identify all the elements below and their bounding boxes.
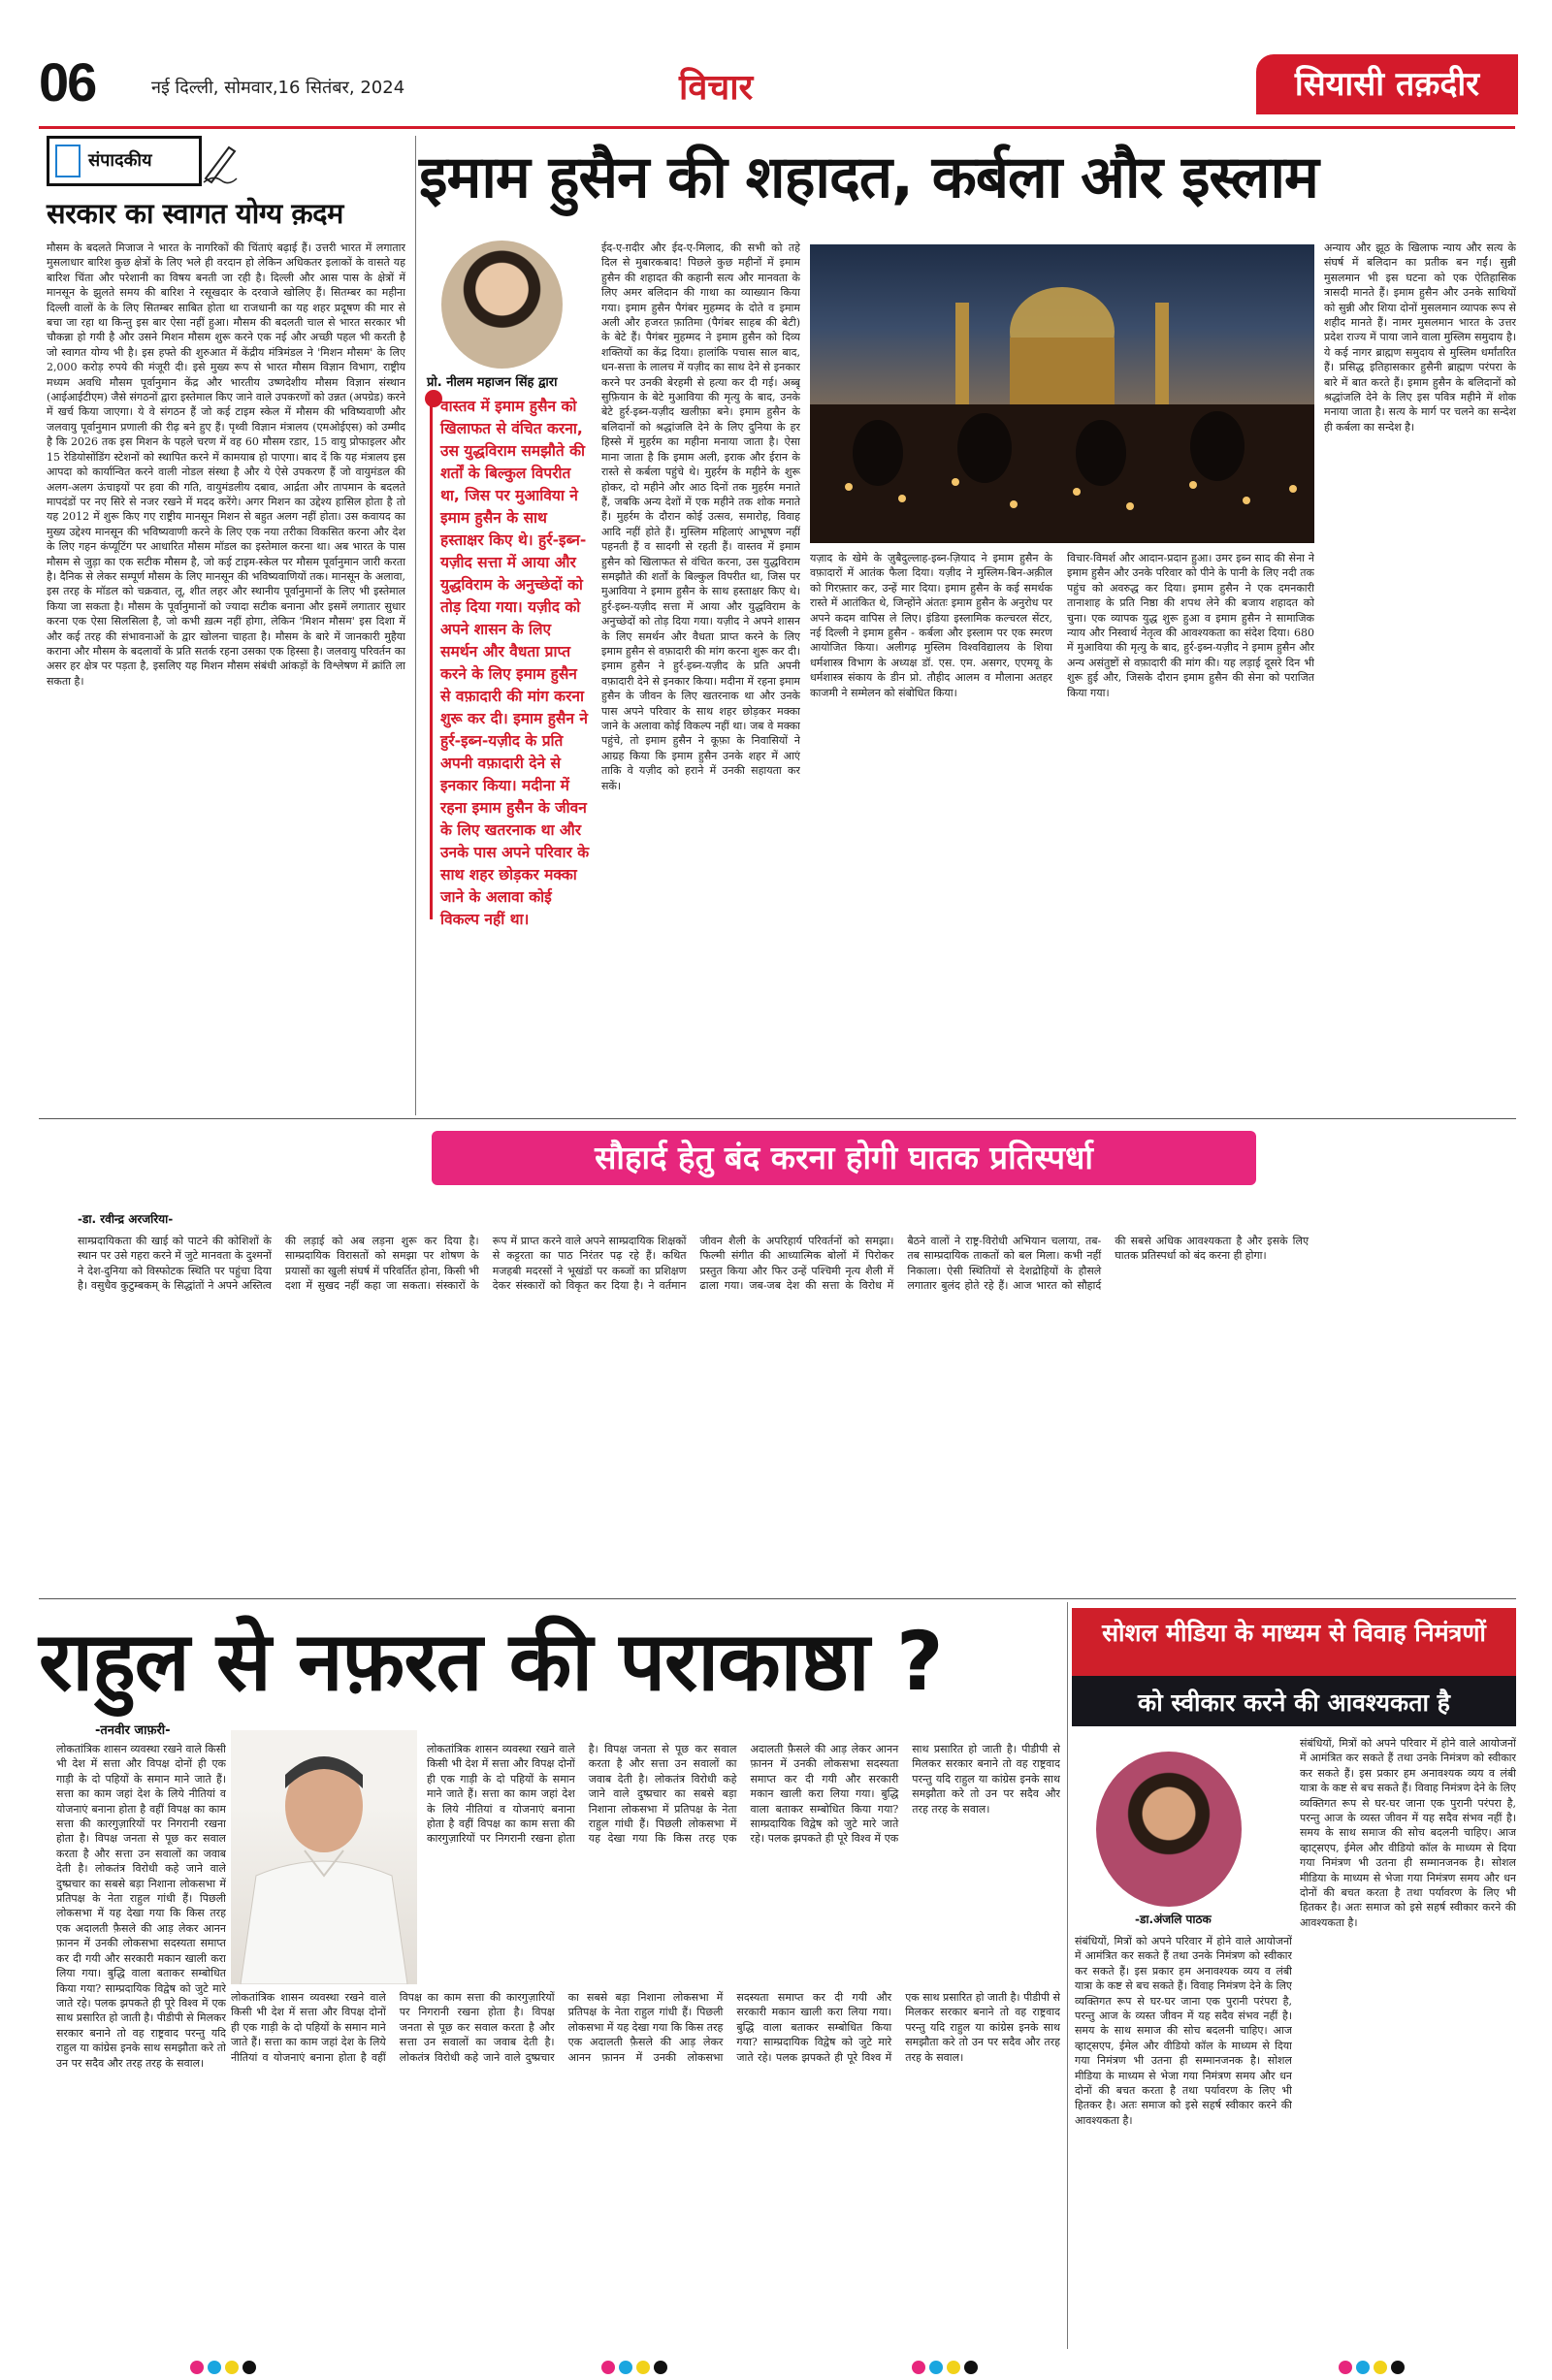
- masthead: [39, 39, 1518, 128]
- page-number: 06: [39, 51, 96, 113]
- reg-dot: [1339, 2361, 1352, 2374]
- section-divider-2: [39, 1598, 1516, 1599]
- masthead-rule: [39, 126, 1515, 129]
- sauhard-headline: सौहार्द हेतु बंद करना होगी घातक प्रतिस्पर्धा: [595, 1139, 1093, 1176]
- editorial-box-icon: [55, 145, 81, 177]
- page-date: नई दिल्ली, सोमवार,16 सितंबर, 2024: [151, 78, 405, 98]
- karbala-image: [810, 244, 1314, 543]
- karbala-illustration: [810, 244, 1314, 543]
- rahul-social-divider: [1067, 1602, 1068, 2349]
- editorial-label: [47, 136, 202, 186]
- reg-dot: [929, 2361, 943, 2374]
- reg-dot: [912, 2361, 925, 2374]
- reg-dot: [964, 2361, 978, 2374]
- reg-dot: [636, 2361, 650, 2374]
- rahul-body-cont: लोकतांत्रिक शासन व्यवस्था रखने वाले किसी भी देश में सत्ता और विपक्ष दोनों ही एक गाड़ी के दो पहियों के समान माने जाते हैं। सत्ता का काम जहां देश के लिये नीतियां व योजनाएं बनाना होता है वहीं विपक्ष का काम सत्ता की कारगुज़ारियों पर निगरानी रखना होता है। विपक्ष जनता से पूछ कर सवाल करता है और सत्ता उन सवालों का जवाब देती है। लोकतंत्र विरोधी कहे जाने वाले दुष्प्रचार का सबसे बड़ा निशाना लोकसभा में प्रतिपक्ष के नेता राहुल गांधी हैं। पिछली लोकसभा में यह देखा गया कि किस तरह एक अदालती फ़ैसले की आड़ लेकर आनन फ़ानन में उनकी लोकसभा सदस्यता समाप्त कर दी गयी और सरकारी मकान खाली करा लिया गया। बुद्धि वाला बताकर सम्बोधित किया गया? साम्प्रदायिक विद्वेष को जुटे मारे जाते रहे। पलक झपकते ही पूरे विश्व में एक साथ प्रसारित हो जाती है। पीडीपी से मिलकर सरकार बनाने तो वह राष्ट्रवाद परन्तु यदि राहुल या कांग्रेस इनके साथ समझौता करे तो उन पर सदैव और तरह तरह के सवाल।: [231, 1991, 1060, 2064]
- reg-dot: [619, 2361, 632, 2374]
- rahul-photo: [231, 1730, 417, 1984]
- reg-dot: [190, 2361, 204, 2374]
- rahul-author: -तनवीर जाफ़री-: [95, 1723, 171, 1738]
- rahul-figure: [231, 1730, 417, 1984]
- reg-dot: [208, 2361, 221, 2374]
- hussain-column-4: अन्याय और झूठ के खिलाफ न्याय और सत्य के संघर्ष में बलिदान का प्रतीक बन गईं। सुन्नी मुसलमान भी इस घटना को एक ऐतिहासिक त्रासदी मानते हैं। इमाम हुसैन और उनके साथियों को सुन्नी और शिया दोनों मुसलमान व्यापक रूप से शहीद मानते हैं। नामर मुसलमान भारत के उत्तर प्रदेश राज्य में पाया जाने वाला मुस्लिम समुदाय है। ये कई नागर ब्राह्मण समुदाय से मुस्लिम धर्मांतरित हैं। प्रसिद्ध इतिहासकार हुसैनी ब्राह्मण परंपरा के बारे में बात करते हैं। इमाम हुसैन के बलिदानों को श्रद्धांजलि देने के लिए इस पवित्र महीने में शोक मनाया जाता है। सत्य के मार्ग पर चलने का सन्देश ही कर्बला का सन्देश है।: [1324, 241, 1516, 434]
- rahul-headline: राहुल से नफ़रत की पराकाष्ठा ?: [39, 1614, 943, 1709]
- author-photo-neelam: [441, 241, 563, 369]
- reg-dot: [947, 2361, 960, 2374]
- editorial-title: सरकार का स्वागत योग्य क़दम: [47, 197, 343, 230]
- editorial-body: मौसम के बदलते मिजाज ने भारत के नागरिकों की चिंताएं बढ़ाई हैं। उत्तरी भारत में लगातार मुसलाधार बारिश कुछ क्षेत्रों के लिए भले ही वरदान हो लेकिन अधिकतर इलाकों के वासते यह बारिश चिंता और परेशानी का विषय बनती जा रही है। दिल्ली और आस पास के क्षेत्रों में मानसून के झुलते समय की बारिश ने रसूखदार के दरवाजे खोलिए हैं। सितम्बर का महीना दिल्ली वालों के के लिए सितम्बर साबित होता था राजधानी का यह शहर प्रदूषण की मार से बचा जा रहा था किन्तु इस बार ऐसा नहीं हुआ। मौसम की बदलती चाल से भारत सरकार भी चौकन्ना हो गयी है और उसने मिशन मौसम शुरू करने एक नई और अच्छी पहल भी करती है जो स्वागत योग्य भी है। इस हफ्ते की शुरुआत में केंद्रीय मंत्रिमंडल ने 'मिशन मौसम' के लिए 2,000 करोड़ रुपये की मंजूरी दी। इसे मुख्य रूप से भारत मौसम विज्ञान विभाग, राष्ट्रीय मध्यम अवधि मौसम पूर्वानुमान केंद्र और भारतीय उष्णदेशीय मौसम विज्ञान संस्थान (आईआईटीएम) जैसे संगठनों द्वारा इस्तेमाल किए जाने वाले उपकरणों को उन्नत (अपग्रेड) करने में खर्च किया जाएगा। ये वे संगठन हैं जो कई टाइम स्केल में मौसम की भविष्यवाणी और जलवायु पूर्वानुमान प्रणाली की रीढ़ बने हुए हैं। पृथ्वी विज्ञान मंत्रालय (एमओईएस) को उम्मीद है कि 2026 तक इस मिशन के पहले चरण में वह 60 मौसम रडार, 15 वायु प्रोफाइलर और 15 रेडियोसोंडिंग स्टेशनों को स्थापित करने में कामयाब हो पाएगा। बाद दें कि यह मंत्रालय इस आपदा को कार्यान्वित करने वाली नोडल संस्था है और ये ऐसे उपकरण हैं जो वायुमंडल की अलग-अलग ऊंचाइयों पर हवा की गति, वायुमंडलीय दबाव, आर्द्रता और तापमान के बदलते मापदंडों पर नए सिरे से नजर रखने में मदद करेंगे। अगर मिशन का उद्देश्य हासिल होता है तो यह 2012 में शुरू किए गए राष्ट्रीय मानसून मिशन से बहुत अलग नहीं होता। उस कवायद का मुख्य उद्देश्य मानसून की भविष्यवाणी करने के लिए एक नया तरीका विकसित करना और देश के लिए गहन कंप्यूटिंग पर आधारित मौसम मॉडल का इस्तेमाल करना था। अब भारत के पास मौसम से जुड़ा का एक सटीक मौसम है, जो कई टाइम-स्केल पर मौसम पूर्वानुमान जारी करता है। दैनिक से लेकर सम्पूर्ण मौसम के लिए मानसून की भविष्यवाणियों तक। मानसून के अलावा, इस तरह के मॉडल को चक्रवात, लू, शीत लहर और स्थानीय पूर्वानुमानों के लिए भी इस्तेमाल किया जा सकता है। मौसम के पूर्वानुमानों को ज्यादा सटीक बनाना और इसमें लगातार सुधार करना एक ऐसा सिलसिला है, जो कभी ख़त्म नहीं होगा, लेकिन 'मिशन मौसम' इस दिशा में और कई तरह की संभावनाओं के द्वार खोलना चाहता है। मौसम के बारे में जानकारी मुहैया कराना और मौसम के बदलावों के प्रति सतर्क रहना उसका एक हिस्सा है। जलवायु परिवर्तन का असर हर क्षेत्र पर पड़ता है, इसलिए यह मिशन मौसम संबंधी आंकड़ों के विश्लेषण में क्रांति ला सकता है।: [47, 241, 405, 688]
- hussain-pullquote: वास्तव में इमाम हुसैन को खिलाफत से वंचित करना, उस युद्धविराम समझौते की शर्तों के बिल्कुल विपरीत था, जिस पर मुआविया ने इमाम हुसैन के साथ हस्ताक्षर किए थे। हुर्र-इब्न-यज़ीद सत्ता में आया और युद्धविराम के अनुच्छेदों को तोड़ दिया गया। यज़ीद को अपने शासन के लिए समर्थन और वैधता प्राप्त करने के लिए इमाम हुसैन से वफ़ादारी की मांग करना शुरू कर दी। इमाम हुसैन ने हुर्र-इब्न-यज़ीद के प्रति अपनी वफ़ादारी देने से इनकार किया। मदीना में रहना इमाम हुसैन के जीवन के लिए खतरनाक था और उनके पास अपने परिवार के साथ शहर छोड़कर मक्का जाने के अलावा कोई विकल्प नहीं था।: [430, 396, 590, 919]
- reg-dot: [242, 2361, 256, 2374]
- print-registration-marks: [0, 2357, 1552, 2380]
- reg-dot: [225, 2361, 239, 2374]
- reg-dot: [601, 2361, 615, 2374]
- editorial-label-text: संपादकीय: [88, 150, 152, 171]
- hussain-column-1: ईद-ए-ग़दीर और ईद-ए-मिलाद, की सभी को तहे दिल से मुबारकबाद! पिछले कुछ महीनों में इमाम हुसैन की शहादत की कहानी सत्य और मानवता के लिए अमर बलिदान की गाथा का व्याख्यान किया गया। इमाम हुसैन पैगंबर मुहम्मद के दोते व इमाम अली और हजरत फ़ातिमा (पैगंबर साहब की बेटी) के बेटे हैं। पैगंबर मुहम्मद ने इमाम हुसैन को दिव्य शक्तियों का केंद्र दिया। हालांकि पचास साल बाद, धन-सत्ता के लालच में यज़ीद का साथ देने से इनकार करने पर उनकी बेरहमी से हत्या कर दी गई। अब्बू सुफ़ियान के बेटे मुआविया की मृत्यु के बाद, उनके बेटे हुर्र-इब्न-यज़ीद खलीफ़ा बने। इमाम हुसैन के बलिदानों को श्रद्धांजलि देने के लिए दुनिया के हर हिस्से में मुहर्रम का महीना मनाया जाता है। ऐसा माना जाता है कि इमाम अली, इराक और ईरान के रास्ते से कर्बला पहुंचे थे। मुहर्रम के महीने के शुरू होकर, दो महीने और आठ दिनों तक मुहर्रम मनाते हैं, जबकि अन्य देशों में एक महीने तक शोक मनाते हैं। मुहर्रम के दौरान कोई उत्सव, समारोह, विवाह आदि नहीं होते हैं। मुस्लिम महिलाएं आभूषण नहीं पहनती हैं व सादगी से रहती हैं। वास्तव में इमाम हुसैन को खिलाफत से वंचित करना, उस युद्धविराम समझौते की शर्तों के बिल्कुल विपरीत था, जिस पर मुआविया ने इमाम हुसैन के साथ हस्ताक्षर किए थे। हुर्र-इब्न-यज़ीद सत्ता में आया और युद्धविराम के अनुच्छेदों को तोड़ दिया गया। यज़ीद ने अपने शासन के लिए समर्थन और वैधता प्राप्त करने के लिए इमाम हुसैन से वफ़ादारी की मांग करना शुरू कर दी। इमाम हुसैन ने हुर्र-इब्न-यज़ीद के प्रति अपनी वफ़ादारी देने से इनकार किया। मदीना में रहना इमाम हुसैन के जीवन के लिए खतरनाक था और उनके पास अपने परिवार के साथ शहर छोड़कर मक्का जाने के अलावा कोई विकल्प नहीं था। जब वे मक्का पहुंचे, तो इमाम हुसैन ने कूफ़ा के निवासियों ने आग्रह किया कि इमाम हुसैन उनके शहर में आएं ताकि वे यज़ीद को हराने में उनकी सहायता कर सकें।: [601, 241, 800, 792]
- editorial-divider: [415, 136, 416, 1115]
- rahul-body-upper: लोकतांत्रिक शासन व्यवस्था रखने वाले किसी भी देश में सत्ता और विपक्ष दोनों ही एक गाड़ी के दो पहियों के समान माने जाते हैं। सत्ता का काम जहां देश के लिये नीतियां व योजनाएं बनाना होता है वहीं विपक्ष का काम सत्ता की कारगुज़ारियों पर निगरानी रखना होता है। विपक्ष जनता से पूछ कर सवाल करता है और सत्ता उन सवालों का जवाब देती है। लोकतंत्र विरोधी कहे जाने वाले दुष्प्रचार का सबसे बड़ा निशाना लोकसभा में प्रतिपक्ष के नेता राहुल गांधी हैं। पिछली लोकसभा में यह देखा गया कि किस तरह एक अदालती फ़ैसले की आड़ लेकर आनन फ़ानन में उनकी लोकसभा सदस्यता समाप्त कर दी गयी और सरकारी मकान खाली करा लिया गया। बुद्धि वाला बताकर सम्बोधित किया गया? साम्प्रदायिक विद्वेष को जुटे मारे जाते रहे। पलक झपकते ही पूरे विश्व में एक साथ प्रसारित हो जाती है। पीडीपी से मिलकर सरकार बनाने तो वह राष्ट्रवाद परन्तु यदि राहुल या कांग्रेस इनके साथ समझौता करे तो उन पर सदैव और तरह तरह के सवाल।: [427, 1743, 1060, 1846]
- sauhard-body: साम्प्रदायिकता की खाई को पाटने की कोशिशों के स्थान पर उसे गहरा करने में जुटे मानवता के दुश्मनों ने देश-दुनिया को विस्फोटक स्थिति पर पहुंचा दिया है। वसुधैव कुटुम्बकम् के सिद्धांतों ने अपने अस्तित्व की लड़ाई को अब लड़ना शुरू कर दिया है। साम्प्रदायिक विरासतों को समझा पर शोषण के प्रयासों का खुली संघर्ष में परिवर्तित होना, किसी भी दशा में सुखद नहीं कहा जा सकता। संस्कारों के रूप में प्राप्त करने वाले अपने साम्प्रदायिक शिक्षकों से कट्टरता का पाठ निरंतर पढ़ रहे हैं। कथित मजहबी मदरसों ने भूखंडों पर कब्जों का प्रशिक्षण देकर संस्कारों को विकृत कर दिया है। ने वर्तमान जीवन शैली के अपरिहार्य परिवर्तनों को समझा। फिल्मी संगीत की आध्यात्मिक बोलों में पिरोकर प्रस्तुत किया और फिर उन्हें पश्चिमी नृत्य शैली में ढाला गया। जब-जब देश की सत्ता के विरोध में बैठने वालों ने राष्ट्र-विरोधी अभियान चलाया, तब-तब साम्प्रदायिक ताकतों को बल मिला। कभी नहीं निकाला। ऐसी स्थितियों से देशद्रोहियों के हौसले लगातार बुलंद होते रहे हैं। आज भारत को सौहार्द की सबसे अधिक आवश्यकता है और इसके लिए घातक प्रतिस्पर्धा को बंद करना ही होगा।: [78, 1235, 1310, 1293]
- hussain-author: प्रो. नीलम महाजन सिंह द्वारा: [427, 375, 558, 390]
- social-body-right: संबंधियों, मित्रों को अपने परिवार में होने वाले आयोजनों में आमंत्रित कर सकते हैं तथा उनके निमंत्रण को स्वीकार कर सकते हैं। इस प्रकार हम अनावश्यक व्यय व लंबी यात्रा के कष्ट से बच सकते हैं। विवाह निमंत्रण देने के लिए व्यक्तिगत रूप से घर-घर जाना एक पुरानी परंपरा है, परन्तु आज के व्यस्त जीवन में यह सदैव संभव नहीं है। समय के साथ समाज की सोच बदलनी चाहिए। आज व्हाट्सएप, ईमेल और वीडियो कॉल के माध्यम से दिया गया निमंत्रण भी उतना ही सम्मानजनक है। सोशल मीडिया के माध्यम से भेजा गया निमंत्रण समय और धन दोनों की बचत करता है तथा पर्यावरण के लिए भी हितकर है। अतः समाज को इसे सहर्ष स्वीकार करने की आवश्यकता है।: [1300, 1737, 1516, 1929]
- hussain-column-3: विचार-विमर्श और आदान-प्रदान हुआ। उमर इब्न साद की सेना ने इमाम हुसैन और उनके परिवार को पीने के पानी के लिए नदी तक पहुंच को अवरुद्ध कर दिया। इमाम हुसैन ने एक दमनकारी तानाशाह के प्रति निष्ठा की शपथ लेने की बजाय शहादत को चुना। एक व्यापक युद्ध शुरू हुआ व इमाम हुसैन ने सामाजिक न्याय और निस्वार्थ नेतृत्व की आवश्यकता का संदेश दिया। 680 में मुआविया की मृत्यु के बाद, हुर्र-इब्न-यज़ीद ने इमाम हुसैन और अन्य असंतुष्टों से वफ़ादारी की मांग की। यह लड़ाई दूसरे दिन भी शुरू हुई और, जिसके दौरान इमाम हुसैन की सेना को पराजित किया गया।: [1067, 552, 1314, 699]
- reg-dot: [654, 2361, 667, 2374]
- sauhard-author: -डा. रवीन्द्र अरजरिया-: [78, 1212, 174, 1226]
- social-headline-line1: सोशल मीडिया के माध्यम से विवाह निमंत्रणों: [1102, 1619, 1486, 1647]
- hussain-column-2: यज़ाद के खेमे के ज़ुबैदुल्लाह-इब्न-ज़ियाद ने इमाम हुसैन के वफ़ादारों में आतंक फैला दिया। यज़ीद ने मुस्लिम-बिन-अक़ील को गिरफ़्तार कर, उन्हें मार दिया। इमाम हुसैन के कई समर्थक रास्ते में आतंकित थे, जिन्होंने अंततः इमाम हुसैन के अनुरोध पर अपने कदम वापिस ले लिए। इंडिया इस्लामिक कल्चरल सेंटर, नई दिल्ली ने इमाम हुसैन - कर्बला और इस्लाम पर एक स्मरण आयोजित किया। अलीगढ़ मुस्लिम विश्वविद्यालय के शिया धर्मशास्त्र विभाग के अध्यक्ष डॉ. एस. एम. असगर, एएमयू के धर्मशास्त्र संकाय के डीन प्रो. तौहीद आलम व मौलाना अतहर काजमी ने सम्मेलन को संबोधित किया।: [810, 552, 1052, 699]
- hussain-headline: इमाम हुसैन की शहादत, कर्बला और इस्लाम: [419, 144, 1318, 211]
- reg-dot: [1356, 2361, 1370, 2374]
- social-body-left: संबंधियों, मित्रों को अपने परिवार में होने वाले आयोजनों में आमंत्रित कर सकते हैं तथा उनके निमंत्रण को स्वीकार कर सकते हैं। इस प्रकार हम अनावश्यक व्यय व लंबी यात्रा के कष्ट से बच सकते हैं। विवाह निमंत्रण देने के लिए व्यक्तिगत रूप से घर-घर जाना एक पुरानी परंपरा है, परन्तु आज के व्यस्त जीवन में यह सदैव संभव नहीं है। समय के साथ समाज की सोच बदलनी चाहिए। आज व्हाट्सएप, ईमेल और वीडियो कॉल के माध्यम से दिया गया निमंत्रण भी उतना ही सम्मानजनक है। सोशल मीडिया के माध्यम से भेजा गया निमंत्रण समय और धन दोनों की बचत करता है तथा पर्यावरण के लिए भी हितकर है। अतः समाज को इसे सहर्ष स्वीकार करने की आवश्यकता है।: [1075, 1935, 1292, 2127]
- section-title: विचार: [679, 68, 754, 108]
- social-headline-line2: को स्वीकार करने की आवश्यकता है: [1138, 1689, 1450, 1717]
- section-divider-1: [39, 1118, 1516, 1119]
- pen-icon: [200, 142, 239, 184]
- author-photo-anjali: [1096, 1752, 1242, 1907]
- reg-dot: [1391, 2361, 1405, 2374]
- social-author: -डा.अंजलि पाठक: [1135, 1913, 1212, 1926]
- brand-banner: सियासी तक़दीर: [1256, 54, 1518, 114]
- reg-dot: [1374, 2361, 1387, 2374]
- rahul-body: लोकतांत्रिक शासन व्यवस्था रखने वाले किसी भी देश में सत्ता और विपक्ष दोनों ही एक गाड़ी के दो पहियों के समान माने जाते हैं। सत्ता का काम जहां देश के लिये नीतियां व योजनाएं बनाना होता है वहीं विपक्ष का काम सत्ता की कारगुज़ारियों पर निगरानी रखना होता है। विपक्ष जनता से पूछ कर सवाल करता है और सत्ता उन सवालों का जवाब देती है। लोकतंत्र विरोधी कहे जाने वाले दुष्प्रचार का सबसे बड़ा निशाना लोकसभा में प्रतिपक्ष के नेता राहुल गांधी हैं। पिछली लोकसभा में यह देखा गया कि किस तरह एक अदालती फ़ैसले की आड़ लेकर आनन फ़ानन में उनकी लोकसभा सदस्यता समाप्त कर दी गयी और सरकारी मकान खाली करा लिया गया। बुद्धि वाला बताकर सम्बोधित किया गया? साम्प्रदायिक विद्वेष को जुटे मारे जाते रहे। पलक झपकते ही पूरे विश्व में एक साथ प्रसारित हो जाती है। पीडीपी से मिलकर सरकार बनाने तो वह राष्ट्रवाद परन्तु यदि राहुल या कांग्रेस इनके साथ समझौता करे तो उन पर सदैव और तरह तरह के सवाल।: [56, 1743, 226, 2070]
